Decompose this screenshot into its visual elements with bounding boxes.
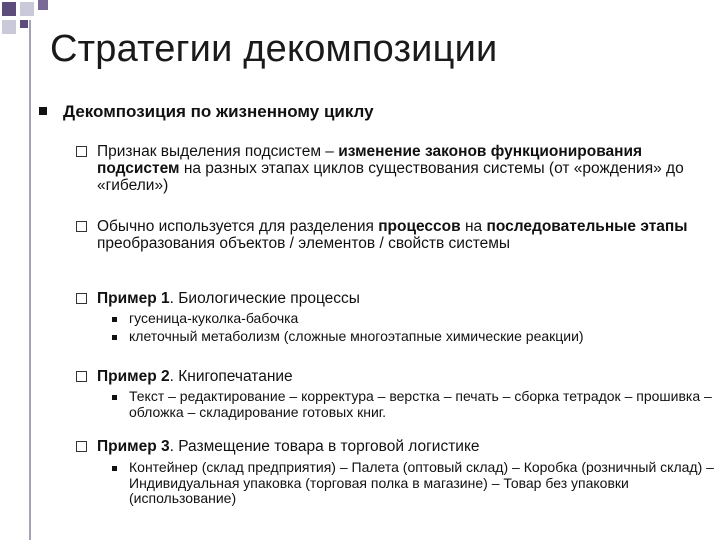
- text-run: преобразования объектов / элементов / свойств системы: [97, 235, 511, 252]
- sub-bullet: [112, 395, 117, 400]
- item-4-text: [97, 368, 702, 385]
- slide-title: Стратегии декомпозиции: [50, 28, 498, 70]
- checkbox-bullet-icon: [76, 441, 87, 452]
- text-run-bold: Пример 3: [97, 438, 170, 455]
- item-5-text: [97, 438, 702, 455]
- text-run: Обычно используется для разделения: [97, 218, 379, 235]
- vertical-rule: [29, 20, 31, 540]
- text-run-bold: последовательные этапы: [486, 218, 688, 235]
- item-3-text: [97, 290, 702, 307]
- text-run: . Биологические процессы: [169, 290, 360, 307]
- item-1-text: [97, 143, 702, 194]
- level1-heading: Декомпозиция по жизненному циклу: [63, 102, 374, 121]
- text-run: на: [460, 218, 487, 235]
- sub-bullet: [112, 466, 117, 471]
- text-run: . Размещение товара в торговой логистике: [169, 438, 480, 455]
- checkbox-bullet-icon: [76, 146, 87, 157]
- text-run: Признак выделения подсистем –: [97, 143, 339, 160]
- sub-bullet: [112, 335, 117, 340]
- sub-item-text: гусеница-куколка-бабочка: [129, 310, 299, 326]
- text-run-bold: процессов: [378, 218, 461, 235]
- checkbox-bullet-icon: [76, 221, 87, 232]
- sub-item-text: Текст – редактирование – корректура – верстка – печать – сборка тетрадок – прошивка – обложка – складирование готовых книг.: [129, 388, 712, 420]
- text-run: . Книгопечатание: [169, 368, 293, 385]
- level1-bullet: [39, 107, 47, 115]
- text-run-bold: Пример 2: [97, 368, 170, 385]
- checkbox-bullet-icon: [76, 371, 87, 382]
- sub-item-text: Контейнер (склад предприятия) – Палета (оптовый склад) – Коробка (розничный склад) – Индивидуальная упаковка (торговая полка в магазине) – Товар без упаковки (использование): [129, 459, 714, 506]
- text-run: на разных этапах циклов существования системы (от «рождения» до «гибели»): [97, 160, 684, 194]
- sub-item-text: клеточный метаболизм (сложные многоэтапные химические реакции): [129, 328, 584, 344]
- text-run-bold: изменение законов функционирования подсистем: [97, 143, 643, 177]
- item-2-text: [97, 218, 702, 252]
- sub-bullet: [112, 317, 117, 322]
- checkbox-bullet-icon: [76, 293, 87, 304]
- text-run-bold: Пример 1: [97, 290, 170, 307]
